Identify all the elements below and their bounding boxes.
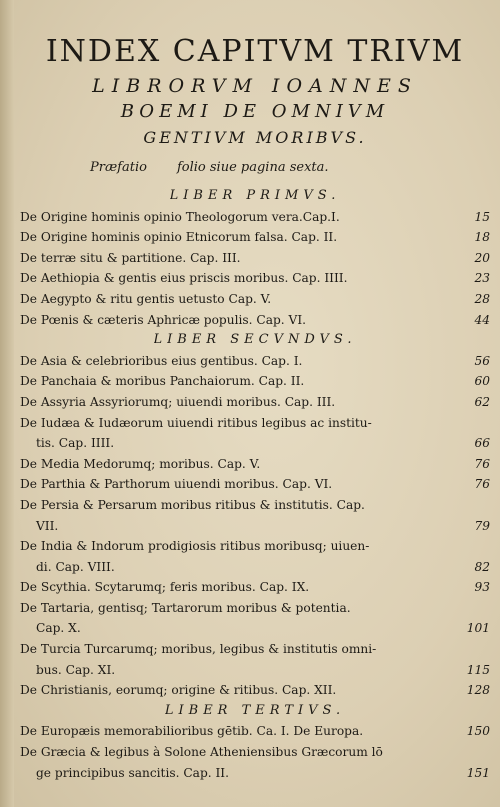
chapter-entry [20, 371, 490, 392]
chapter-entry [20, 639, 490, 660]
page-number: 151 [466, 765, 490, 780]
chapter-title: De India & Indorum prodigiosis ritibus moribusq; uiuen- [20, 539, 370, 554]
chapter-title: De Assyria Assyriorumq; uiuendi moribus. Cap. III. [20, 394, 336, 409]
chapter-entry [20, 577, 490, 598]
chapter-title: De Asia & celebrioribus eius gentibus. Cap. I. [20, 353, 303, 368]
chapter-title: De Media Medorumq; moribus. Cap. V. [20, 456, 261, 471]
page-number: 128 [466, 683, 490, 698]
title-line-2: LIBRORVM IOANNES [92, 75, 418, 97]
page-number: 28 [474, 291, 490, 306]
chapter-entry [20, 598, 490, 619]
chapter-title: De Græcia & legibus à Solone Atheniensibus Græcorum lō [20, 745, 383, 760]
chapter-entry [20, 310, 490, 331]
chapter-entry [20, 289, 490, 310]
index-block [20, 30, 490, 783]
page-gutter [0, 0, 14, 807]
book-heading-text: LIBER TERTIVS. [164, 702, 346, 718]
chapter-entry [20, 516, 490, 537]
page-number: 60 [474, 374, 490, 389]
page-number: 82 [474, 559, 490, 574]
page-number: 15 [474, 209, 490, 224]
page-number: 44 [474, 312, 490, 327]
book-heading [20, 701, 490, 722]
chapter-entry [20, 474, 490, 495]
page-number: 76 [474, 477, 490, 492]
chapter-title: De Tartaria, gentisq; Tartarorum moribus & potentia. [20, 600, 351, 615]
page-number: 101 [466, 621, 490, 636]
chapter-entry [20, 680, 490, 701]
chapter-entry [20, 536, 490, 557]
title-line-4: GENTIVM MORIBVS. [143, 128, 367, 147]
page-number: 115 [466, 662, 490, 677]
chapter-entry [20, 413, 490, 434]
chapter-entry [20, 742, 490, 763]
page-number: 56 [474, 353, 490, 368]
page-number: 66 [474, 436, 490, 451]
chapter-title: De Persia & Persarum moribus ritibus & institutis. Cap. [20, 497, 365, 512]
chapter-entry [20, 721, 490, 742]
chapter-entry [20, 557, 490, 578]
preface-line [90, 158, 490, 178]
chapter-title: De Aegypto & ritu gentis uetusto Cap. V. [20, 291, 272, 306]
chapter-title: Cap. X. [36, 621, 81, 636]
chapter-entry [20, 495, 490, 516]
page-number: 18 [474, 230, 490, 245]
title-line-3: BOEMI DE OMNIVM [120, 101, 390, 122]
book-heading [20, 330, 490, 351]
chapter-entry [20, 454, 490, 475]
chapter-title: VII. [36, 518, 59, 533]
preface-label: Præfatio [90, 160, 147, 175]
chapter-entry [20, 268, 490, 289]
chapter-title: De Origine hominis opinio Theologorum vera.Cap.I. [20, 209, 340, 224]
chapter-title: De Iudæa & Iudæorum uiuendi ritibus legibus ac institu- [20, 415, 372, 430]
page-number: 62 [474, 394, 490, 409]
chapter-title: De Turcia Turcarumq; moribus, legibus & institutis omni- [20, 642, 377, 657]
chapter-title: De Pœnis & cæteris Aphricæ populis. Cap. VI. [20, 312, 307, 327]
chapter-entry [20, 248, 490, 269]
chapter-title: De Origine hominis opinio Etnicorum falsa. Cap. II. [20, 230, 338, 245]
page-number: 150 [466, 724, 490, 739]
chapter-title: De Scythia. Scytarumq; feris moribus. Cap. IX. [20, 580, 310, 595]
chapter-title: De Parthia & Parthorum uiuendi moribus. Cap. VI. [20, 477, 333, 492]
chapter-entry [20, 433, 490, 454]
chapter-title: di. Cap. VIII. [36, 559, 115, 574]
chapter-entry [20, 392, 490, 413]
book-heading [20, 186, 490, 207]
chapter-title: De Aethiopia & gentis eius priscis moribus. Cap. IIII. [20, 271, 348, 286]
chapter-entry [20, 227, 490, 248]
chapter-entry [20, 763, 490, 784]
chapter-entry [20, 207, 490, 228]
page-number: 79 [474, 518, 490, 533]
chapter-title: bus. Cap. XI. [36, 662, 116, 677]
chapter-title: De Christianis, eorumq; origine & ritibus. Cap. XII. [20, 683, 337, 698]
page-number: 20 [474, 250, 490, 265]
page-number: 76 [474, 456, 490, 471]
page-number: 23 [474, 271, 490, 286]
chapter-title: De Panchaia & moribus Panchaiorum. Cap. II. [20, 374, 305, 389]
chapter-entry [20, 660, 490, 681]
chapter-title: De Europæis memorabilioribus gētib. Ca. I. De Europa. [20, 724, 364, 739]
preface-ref: folio siue pagina sexta. [176, 160, 329, 175]
title-line-1: INDEX CAPITVM TRIVM [45, 34, 465, 69]
chapter-list [20, 186, 490, 783]
book-heading-text: LIBER SECVNDVS. [153, 332, 357, 348]
book-heading-text: LIBER PRIMVS. [169, 188, 341, 203]
chapter-title: tis. Cap. IIII. [36, 436, 115, 451]
page-number: 93 [474, 580, 490, 595]
chapter-entry [20, 618, 490, 639]
chapter-title: ge principibus sancitis. Cap. II. [36, 765, 230, 780]
chapter-entry [20, 351, 490, 372]
chapter-title: De terræ situ & partitione. Cap. III. [20, 250, 241, 265]
